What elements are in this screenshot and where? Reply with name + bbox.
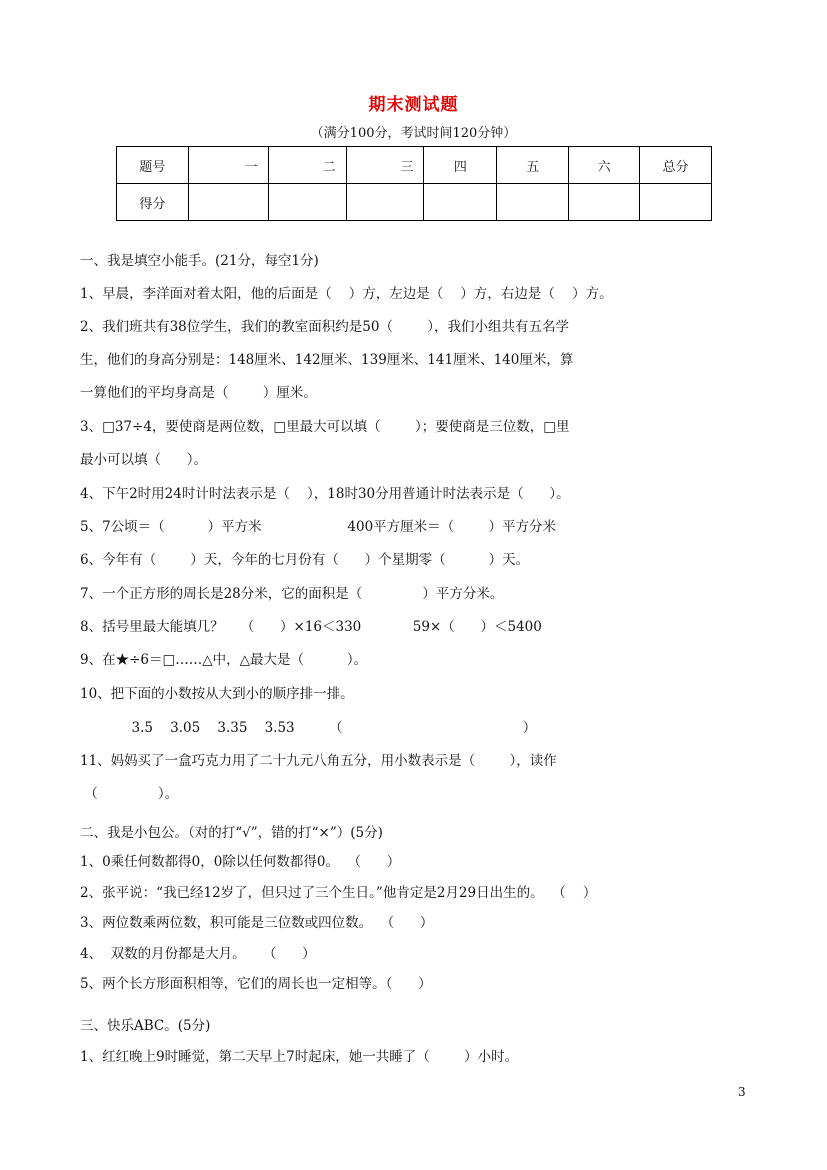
question-line: 11、妈妈买了一盒巧克力用了二十九元八角五分，用小数表示是（ ），读作 [80,753,557,769]
header-cell: 五 [497,147,569,184]
header-cell: 题号 [117,147,189,184]
header-cell: 二 [268,147,346,184]
question-line: 4、 双数的月份都是大月。 （ ） [80,946,316,962]
question-line: 7、一个正方形的周长是28分米，它的面积是（ ）平方分米。 [80,586,504,602]
question-line: 3、□37÷4，要使商是两位数，□里最大可以填（ ）；要使商是三位数，□里 [80,419,570,435]
header-cell: 总分 [640,147,712,184]
question-line: 1、0乘任何数都得0，0除以任何数都得0。 （ ） [80,854,401,870]
question-line: 4、下午2时用24时计时法表示是（ ），18时30分用普通计时法表示是（ ）。 [80,486,570,502]
question-line: 2、张平说：“我已经12岁了，但只过了三个生日。”他肯定是2月29日出生的。 （ ） [80,885,597,901]
question-line: 1、早晨，李洋面对着太阳，他的后面是（ ）方，左边是（ ）方，右边是（ ）方。 [80,286,613,302]
score-table-header-row [117,147,712,184]
score-row-label: 得分 [117,184,189,221]
header-cell: 四 [424,147,497,184]
score-cell [640,184,712,221]
score-cell [268,184,346,221]
question-line: 6、今年有（ ）天，今年的七月份有（ ）个星期零（ ）天。 [80,552,530,568]
section-heading: 一、我是填空小能手。(21分，每空1分) [80,253,319,269]
question-line: 5、两个长方形面积相等，它们的周长也一定相等。（ ） [80,976,432,992]
question-line: 3、两位数乘两位数，积可能是三位数或四位数。 （ ） [80,915,434,931]
question-line: 9、在★÷6＝□……△中，△最大是（ ）。 [80,652,368,668]
question-line: 2、我们班共有38位学生，我们的教室面积约是50（ ），我们小组共有五名学 [80,319,570,335]
score-table-score-row [117,184,712,221]
score-cell [346,184,424,221]
page-number: 3 [738,1085,746,1099]
score-cell [569,184,640,221]
question-line: 1、红红晚上9时睡觉，第二天早上7时起床，她一共睡了（ ）小时。 [80,1049,519,1065]
question-line: （ ）。 [80,786,179,802]
score-cell [497,184,569,221]
exam-subtitle: （满分100分，考试时间120分钟） [310,126,517,141]
score-table [116,146,712,221]
question-line: 最小可以填（ ）。 [80,452,207,468]
header-cell: 一 [188,147,268,184]
score-cell [424,184,497,221]
question-line: 生，他们的身高分别是：148厘米、142厘米、139厘米、141厘米、140厘米，算 [80,352,574,368]
page-title: 期末测试题 [368,95,459,115]
question-line: 8、括号里最大能填几？ （ ）×16＜330 59×（ ）＜5400 [80,619,542,635]
header-cell: 三 [346,147,424,184]
question-line: 5、7公顷＝（ ）平方米 400平方厘米＝（ ）平方分米 [80,519,557,535]
score-cell [188,184,268,221]
question-line: 3.5 3.05 3.35 3.53 （ ） [80,720,537,736]
header-cell: 六 [569,147,640,184]
section-heading: 二、我是小包公。（对的打“√”，错的打“×”）(5分) [80,825,383,841]
question-line: 一算他们的平均身高是（ ）厘米。 [80,385,317,401]
question-line: 10、把下面的小数按从大到小的顺序排一排。 [80,686,354,702]
section-heading: 三、快乐ABC。(5分) [80,1018,211,1034]
